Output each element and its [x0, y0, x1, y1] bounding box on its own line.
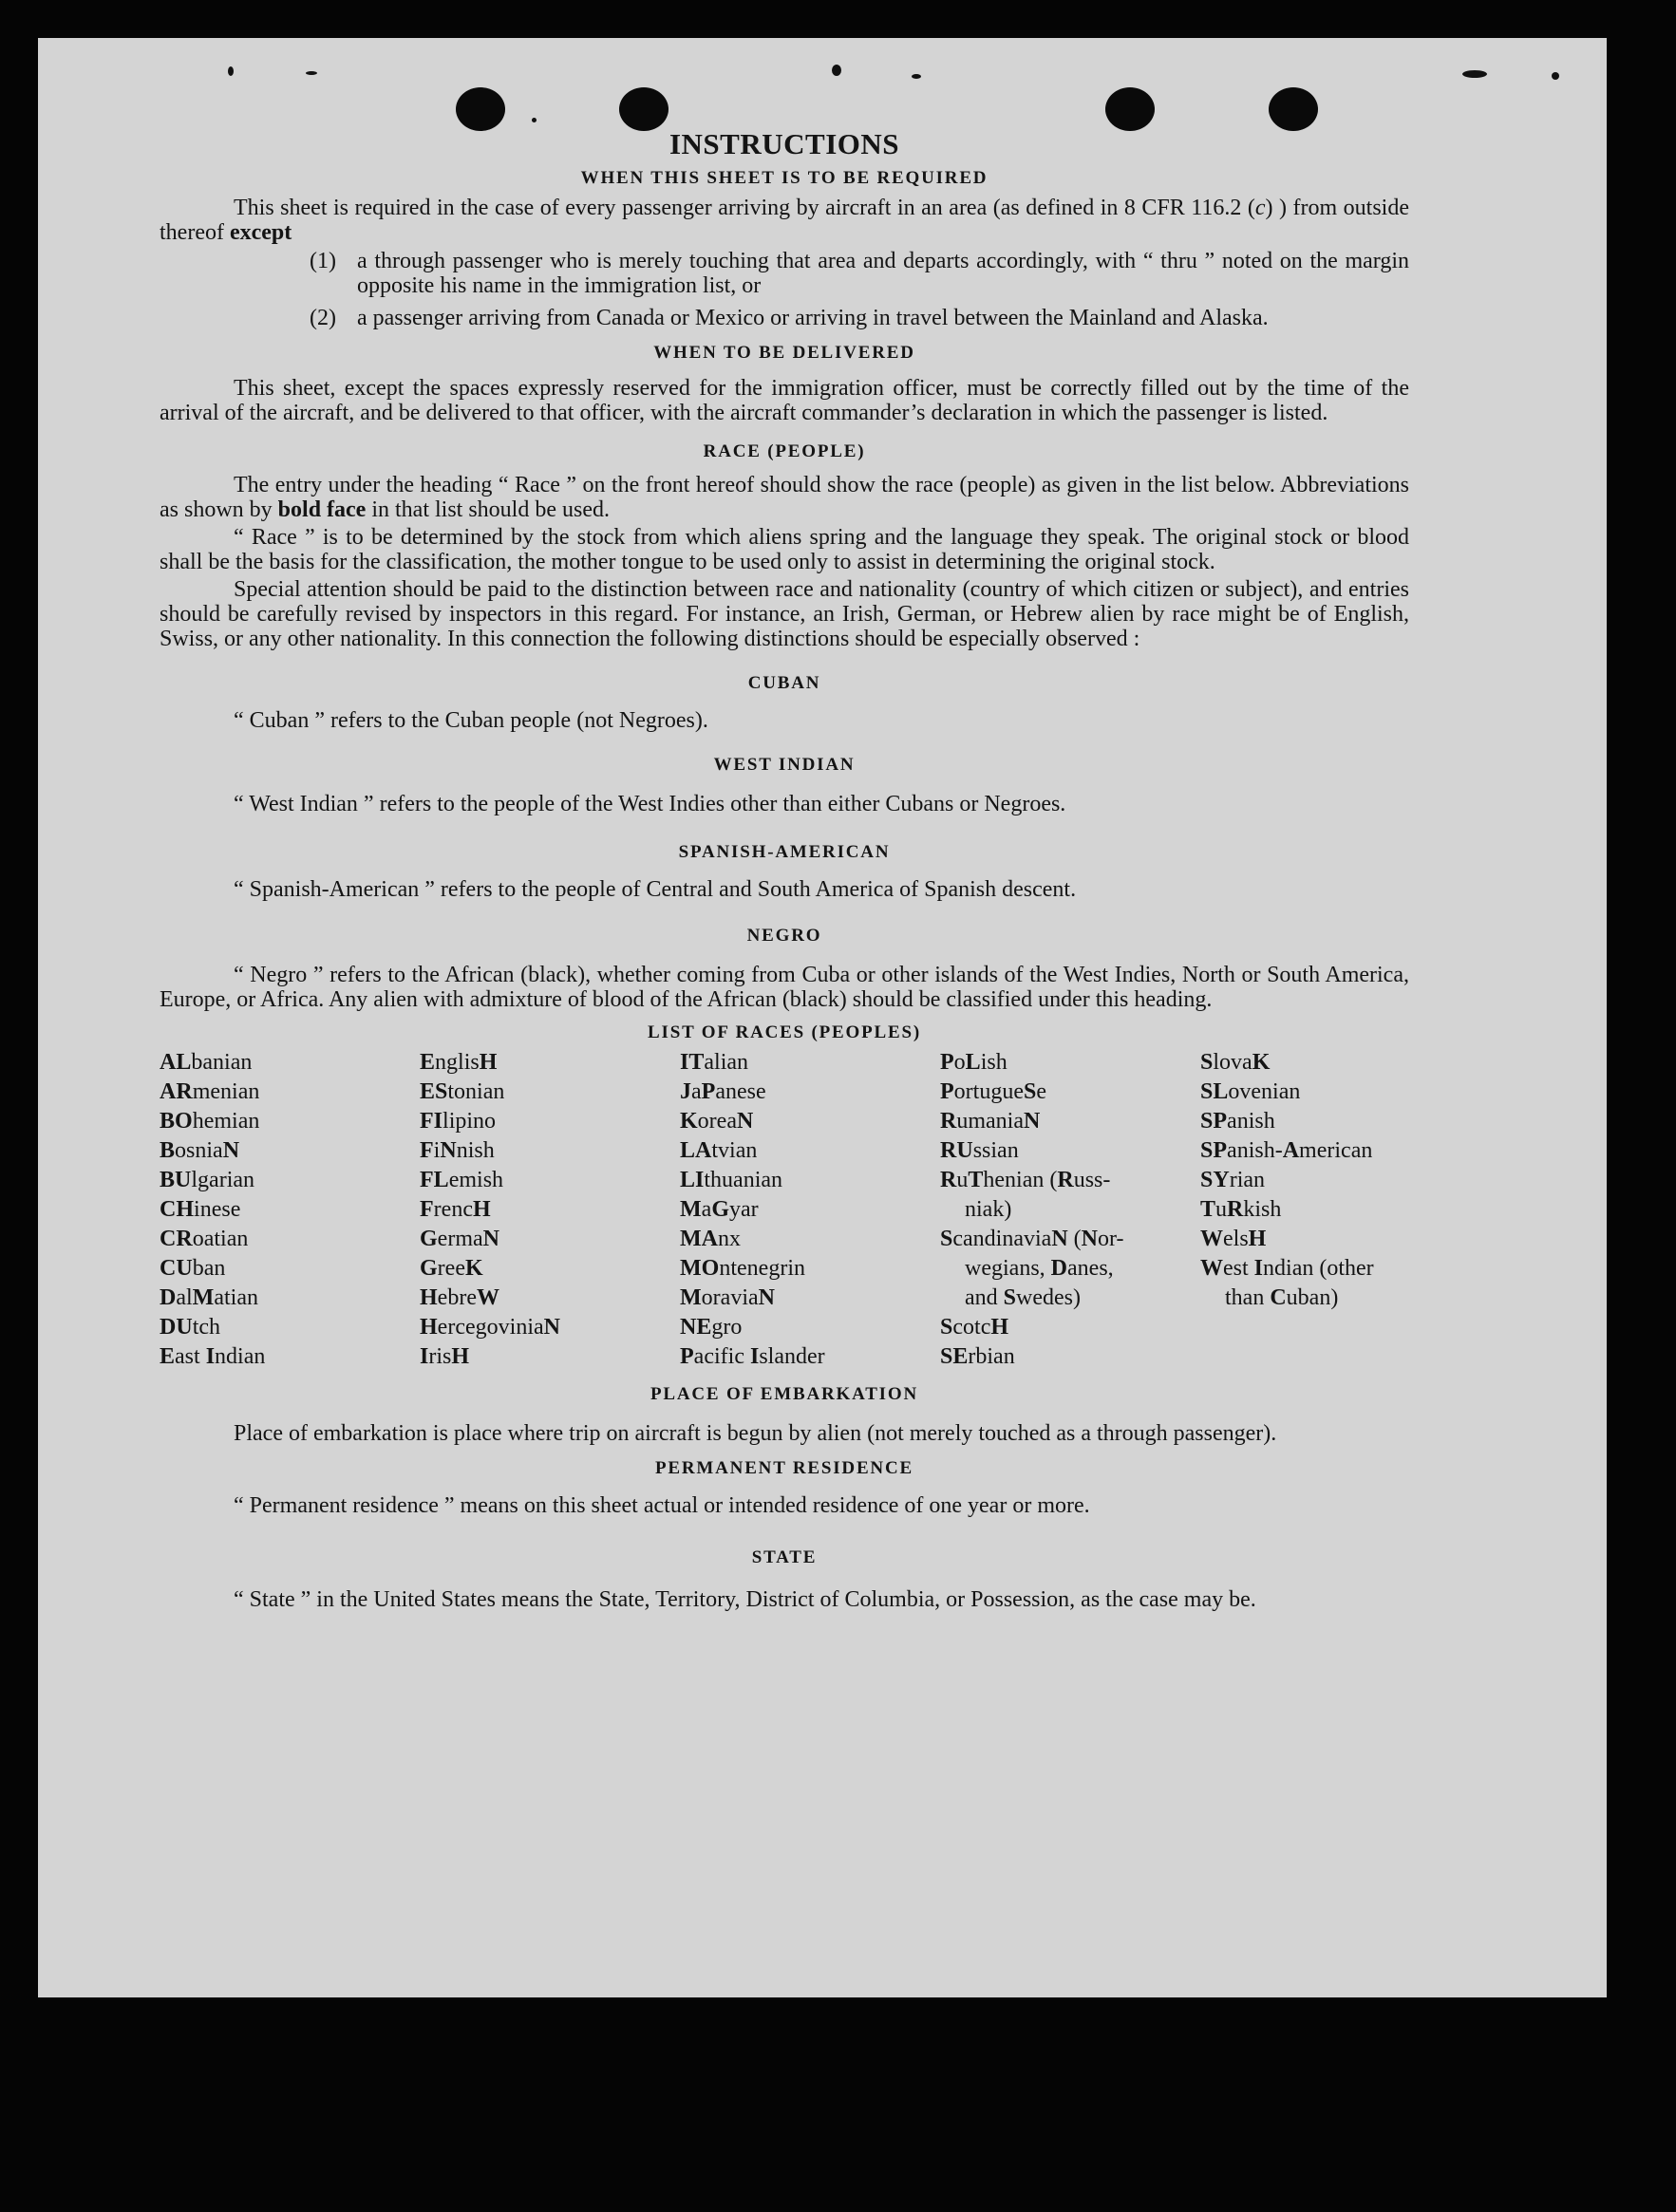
required-paragraph: This sheet is required in the case of every passenger arriving by aircraft in an area (as defined in 8 CFR 116.2 (c) ) from outside thereof except — [160, 196, 1409, 245]
race-entry: HebreW — [420, 1285, 499, 1310]
race-entry: SlovaK — [1200, 1050, 1271, 1075]
races-table — [160, 1048, 1409, 1372]
section-heading-race: RACE (PEOPLE) — [703, 441, 866, 461]
race-entry: FiNnish — [420, 1138, 495, 1163]
races-column-4 — [940, 1048, 1200, 1372]
section-heading-required: WHEN THIS SHEET IS TO BE REQUIRED — [580, 168, 989, 188]
spanish-american-paragraph: “ Spanish-American ” refers to the people of Central and South America of Spanish descent. — [234, 877, 1077, 902]
race-entry: MAnx — [680, 1227, 741, 1251]
race-entry: FIlipino — [420, 1109, 497, 1134]
race-entry: EnglisH — [420, 1050, 498, 1075]
race-entry: ScotcH — [940, 1315, 1009, 1340]
race-entry: NEgro — [680, 1315, 743, 1340]
race-entry: TuRkish — [1200, 1197, 1282, 1222]
race-entry: GermaN — [420, 1227, 499, 1251]
ink-speck — [832, 65, 841, 76]
race-entry: MoraviaN — [680, 1285, 775, 1310]
races-column-5 — [1200, 1048, 1409, 1372]
embarkation-paragraph: Place of embarkation is place where trip on aircraft is begun by alien (not merely touched as a through passenger). — [234, 1421, 1277, 1446]
exception-item: (2) a passenger arriving from Canada or Mexico or arriving in travel between the Mainland and Alaska. — [310, 306, 1269, 330]
section-heading-spanish-american: SPANISH-AMERICAN — [678, 842, 891, 862]
section-heading-cuban: CUBAN — [747, 673, 821, 693]
ink-speck — [1552, 72, 1559, 80]
punch-hole — [1269, 87, 1318, 131]
residence-paragraph: “ Permanent residence ” means on this sheet actual or intended residence of one year or more. — [234, 1493, 1090, 1518]
race-entry-continuation: than Cuban) — [1225, 1285, 1339, 1310]
instructions-content — [160, 127, 1409, 1617]
punch-hole — [1105, 87, 1155, 131]
race-entry: SYrian — [1200, 1168, 1266, 1192]
race-entry: MaGyar — [680, 1197, 759, 1222]
race-entry: SPanish — [1200, 1109, 1275, 1134]
race-paragraph-1: The entry under the heading “ Race ” on the front hereof should show the race (people) as given in the list below. Abbreviations as shown by bold face in that list should be used. — [160, 473, 1409, 522]
section-heading-embarkation: PLACE OF EMBARKATION — [650, 1384, 918, 1404]
section-heading-state: STATE — [751, 1547, 818, 1567]
race-entry: SPanish-American — [1200, 1138, 1373, 1163]
punch-hole — [456, 87, 505, 131]
section-heading-delivered: WHEN TO BE DELIVERED — [653, 343, 915, 363]
delivered-paragraph: This sheet, except the spaces expressly reserved for the immigration officer, must be correctly filled out by the time of the arrival of the aircraft, and be delivered to that officer, with the aircraft commander’s declaration in which the passenger is listed. — [160, 376, 1409, 425]
race-entry: CRoatian — [160, 1227, 249, 1251]
ink-speck — [228, 66, 234, 76]
race-entry-continuation: wegians, Danes, — [965, 1256, 1114, 1281]
race-entry: PoLish — [940, 1050, 1007, 1075]
races-column-2 — [420, 1048, 680, 1372]
race-entry-continuation: niak) — [965, 1197, 1012, 1222]
race-entry: CUban — [160, 1256, 226, 1281]
race-entry: LIthuanian — [680, 1168, 783, 1192]
race-entry: GreeK — [420, 1256, 483, 1281]
section-heading-west-indian: WEST INDIAN — [713, 755, 856, 775]
state-paragraph: “ State ” in the United States means the State, Territory, District of Columbia, or Possession, as the case may be. — [234, 1587, 1256, 1612]
punch-hole — [619, 87, 669, 131]
race-entry: CHinese — [160, 1197, 241, 1222]
negro-paragraph: “ Negro ” refers to the African (black), whether coming from Cuba or other islands of the West Indies, North or South America, Europe, or Africa. Any alien with admixture of blood of the African (black) should be classified under this heading. — [160, 963, 1409, 1012]
section-heading-negro: NEGRO — [746, 926, 822, 946]
race-entry-continuation: and Swedes) — [965, 1285, 1082, 1310]
west-indian-paragraph: “ West Indian ” refers to the people of the West Indies other than either Cubans or Negroes. — [234, 792, 1066, 816]
races-column-3 — [680, 1048, 940, 1372]
race-entry: BUlgarian — [160, 1168, 255, 1192]
ink-speck — [912, 74, 921, 79]
cuban-paragraph: “ Cuban ” refers to the Cuban people (not Negroes). — [234, 708, 708, 733]
race-entry: ALbanian — [160, 1050, 253, 1075]
ink-speck — [532, 118, 537, 122]
race-entry: HercegoviniaN — [420, 1315, 560, 1340]
race-entry: WelsH — [1200, 1227, 1267, 1251]
race-entry: RUssian — [940, 1138, 1019, 1163]
ink-speck — [1462, 70, 1487, 78]
exception-item: (1) a through passenger who is merely touching that area and departs accordingly, with “ thru ” noted on the margin opposite his name in the immigration list, or — [310, 249, 1409, 298]
race-entry: DUtch — [160, 1315, 221, 1340]
race-entry: PortugueSe — [940, 1079, 1047, 1104]
race-entry: MOntenegrin — [680, 1256, 805, 1281]
race-entry: LAtvian — [680, 1138, 758, 1163]
race-paragraph-3: Special attention should be paid to the distinction between race and nationality (country of which citizen or subject), and entries should be carefully revised by inspectors in this regard. For instance, an Irish, German, or Hebrew alien by race might be of English, Swiss, or any other nationality. In this connection the following distinctions should be especially observed : — [160, 577, 1409, 651]
race-entry: ScandinaviaN (Nor- — [940, 1227, 1124, 1251]
race-entry: FLemish — [420, 1168, 504, 1192]
race-entry: East Indian — [160, 1344, 266, 1369]
race-entry: West Indian (other — [1200, 1256, 1374, 1281]
race-entry: JaPanese — [680, 1079, 766, 1104]
race-entry: BosniaN — [160, 1138, 240, 1163]
race-entry: RuThenian (Russ- — [940, 1168, 1111, 1192]
page-title: INSTRUCTIONS — [669, 127, 899, 160]
race-entry: SErbian — [940, 1344, 1015, 1369]
races-column-1 — [160, 1048, 420, 1372]
race-entry: RumaniaN — [940, 1109, 1041, 1134]
race-entry: SLovenian — [1200, 1079, 1301, 1104]
section-heading-residence: PERMANENT RESIDENCE — [655, 1458, 913, 1478]
race-paragraph-2: “ Race ” is to be determined by the stock from which aliens spring and the language they speak. The original stock or blood shall be the basis for the classification, the mother tongue to be used only to assist in determining the original stock. — [160, 525, 1409, 574]
race-entry: ITalian — [680, 1050, 749, 1075]
race-entry: FrencH — [420, 1197, 491, 1222]
race-entry: BOhemian — [160, 1109, 260, 1134]
ink-speck — [306, 71, 317, 75]
race-entry: Pacific Islander — [680, 1344, 825, 1369]
section-heading-list-of-races: LIST OF RACES (PEOPLES) — [648, 1022, 921, 1042]
race-entry: ARmenian — [160, 1079, 260, 1104]
race-entry: KoreaN — [680, 1109, 754, 1134]
race-entry: IrisH — [420, 1344, 470, 1369]
race-entry: DalMatian — [160, 1285, 258, 1310]
race-entry: EStonian — [420, 1079, 505, 1104]
